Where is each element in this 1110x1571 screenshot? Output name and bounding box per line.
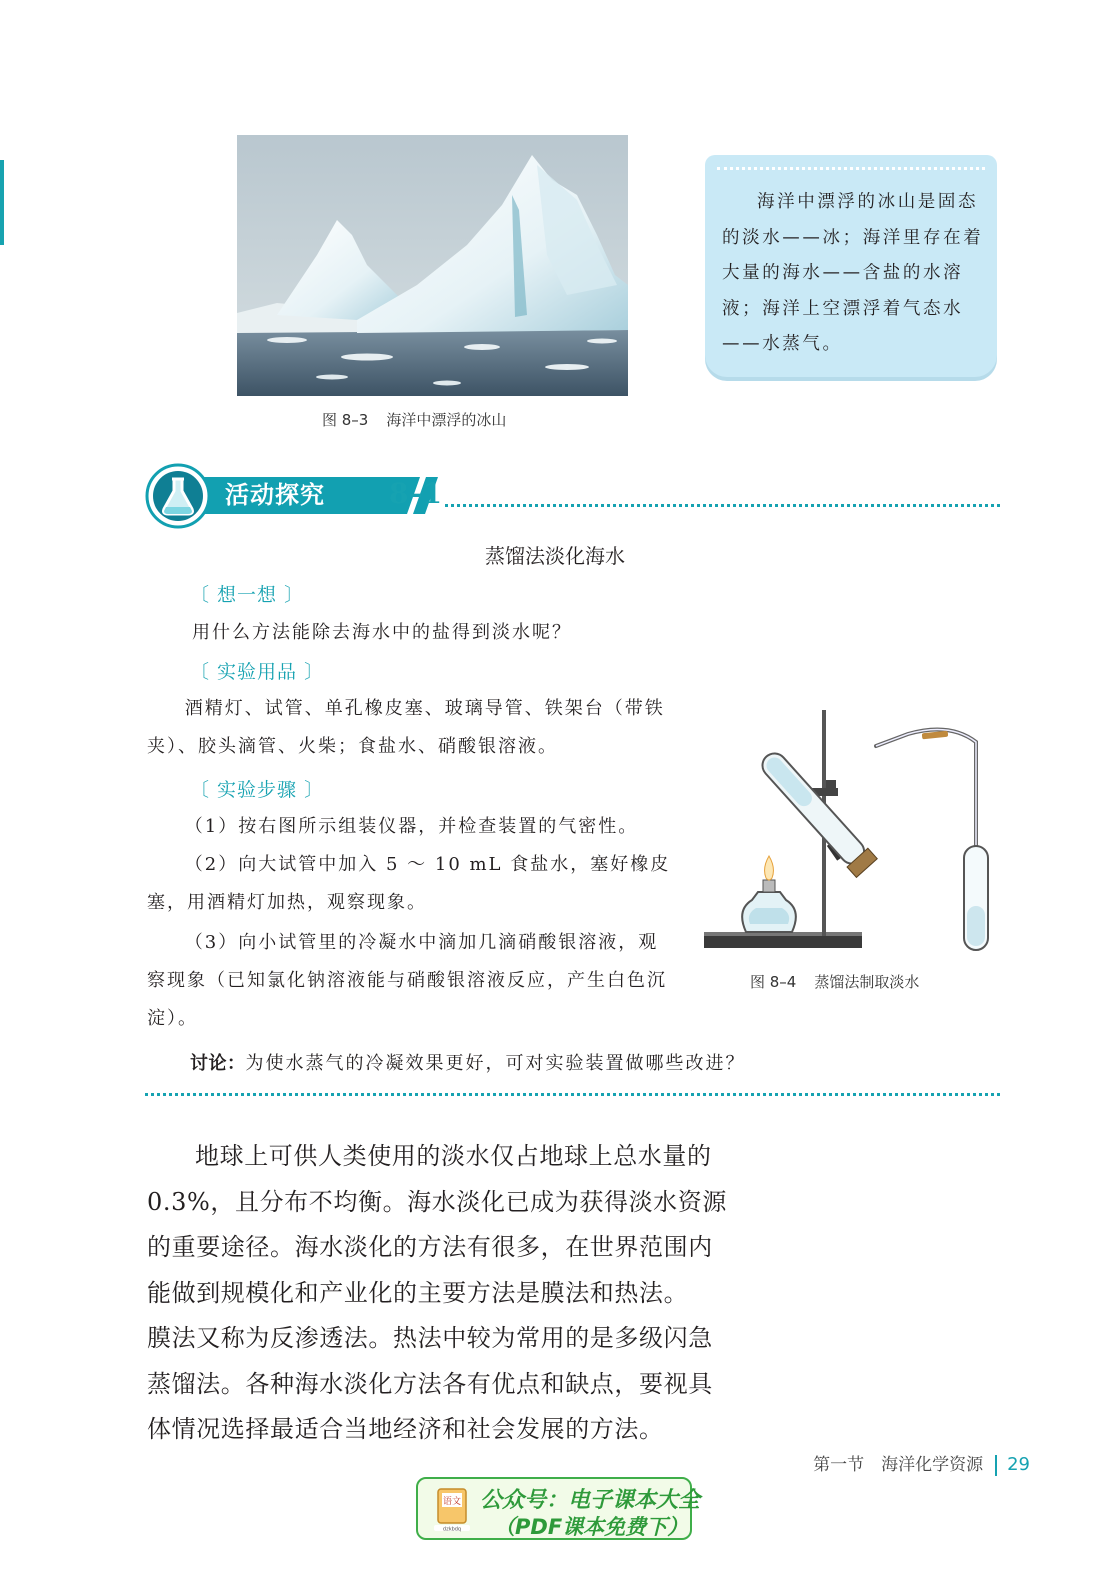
- body-line: 0.3%，且分布不均衡。海水淡化已成为获得淡水资源: [147, 1187, 727, 1216]
- distillation-apparatus-diagram: [700, 706, 1000, 958]
- figure-8-4-title: 蒸馏法制取淡水: [814, 973, 920, 991]
- activity-dotted-line: [445, 504, 1000, 507]
- activity-label: 活动探究: [225, 481, 325, 509]
- steps-heading: 〔 实验步骤 〕: [190, 779, 325, 801]
- step-2-text: （2）向大试管中加入 5 ～ 10 mL 食盐水，塞好橡皮塞，用酒精灯加热，观察现象。: [147, 854, 671, 913]
- book-icon: [432, 1487, 472, 1533]
- body-paragraph: [147, 1134, 727, 1453]
- materials-heading: 〔 实验用品 〕: [190, 661, 325, 683]
- materials-text: 酒精灯、试管、单孔橡皮塞、玻璃导管、铁架台（带铁夹）、胶头滴管、火柴；食盐水、硝酸银溶液。: [147, 698, 665, 757]
- body-line: 的重要途径。海水淡化的方法有很多，在世界范围内: [147, 1233, 713, 1261]
- book-icon-text: 语文: [442, 1497, 462, 1507]
- flask-icon: [145, 463, 211, 529]
- body-line: 体情况选择最适合当地经济和社会发展的方法。: [147, 1415, 664, 1443]
- note-dotted-line: [717, 167, 985, 170]
- think-heading: 〔 想一想 〕: [190, 584, 305, 606]
- figure-8-3-number: 图 8–3: [322, 411, 369, 429]
- page-number: 29: [1007, 1454, 1030, 1475]
- footer-section-title: 第一节 海洋化学资源: [813, 1455, 984, 1475]
- body-line: 能做到规模化和产业化的主要方法是膜法和热法。: [147, 1278, 689, 1307]
- body-line: 蒸馏法。各种海水淡化方法各有优点和缺点，要视具: [147, 1369, 713, 1398]
- figure-8-4-caption: [750, 971, 919, 992]
- step-3-text: （3）向小试管里的冷凝水中滴加几滴硝酸银溶液，观察现象（已知氯化钠溶液能与硝酸银溶液反应，产生白色沉淀）。: [147, 932, 667, 1029]
- activity-number: 8–1: [389, 477, 442, 510]
- discussion-text: 为使水蒸气的冷凝效果更好，可对实验装置做哪些改进？: [245, 1053, 746, 1074]
- page-edge-marker: [0, 160, 4, 245]
- stamp-line-1: 公众号：电子课本大全: [480, 1488, 701, 1513]
- page-footer: [813, 1450, 1030, 1476]
- activity-title: 蒸馏法淡化海水: [485, 544, 625, 568]
- activity-bottom-dotted-line: [145, 1093, 1000, 1096]
- discussion-label: 讨论：: [190, 1053, 246, 1074]
- think-text: 用什么方法能除去海水中的盐得到淡水呢？: [192, 622, 572, 643]
- figure-8-3-caption: [322, 409, 506, 430]
- stamp-line-2: （PDF课本免费下）: [494, 1515, 689, 1539]
- figure-8-3-title: 海洋中漂浮的冰山: [386, 411, 507, 429]
- activity-header: [145, 463, 1000, 529]
- step-1-text: （1）按右图所示组装仪器，并检查装置的气密性。: [184, 816, 639, 837]
- book-icon-subtext: dzkbdq: [442, 1526, 462, 1533]
- footer-separator: [995, 1455, 997, 1476]
- iceberg-note-box: [705, 155, 997, 377]
- body-line: 膜法又称为反渗透法。热法中较为常用的是多级闪急: [147, 1324, 713, 1352]
- discussion: [190, 1049, 746, 1075]
- figure-8-4-number: 图 8–4: [750, 973, 797, 991]
- iceberg-photo: [237, 135, 628, 396]
- body-line: 地球上可供人类使用的淡水仅占地球上总水量的: [195, 1142, 712, 1170]
- note-text: 海洋中漂浮的冰山是固态的淡水——冰；海洋里存在着大量的海水——含盐的水溶液；海洋上空漂浮着气态水——水蒸气。: [722, 192, 984, 354]
- watermark-stamp: [416, 1477, 701, 1540]
